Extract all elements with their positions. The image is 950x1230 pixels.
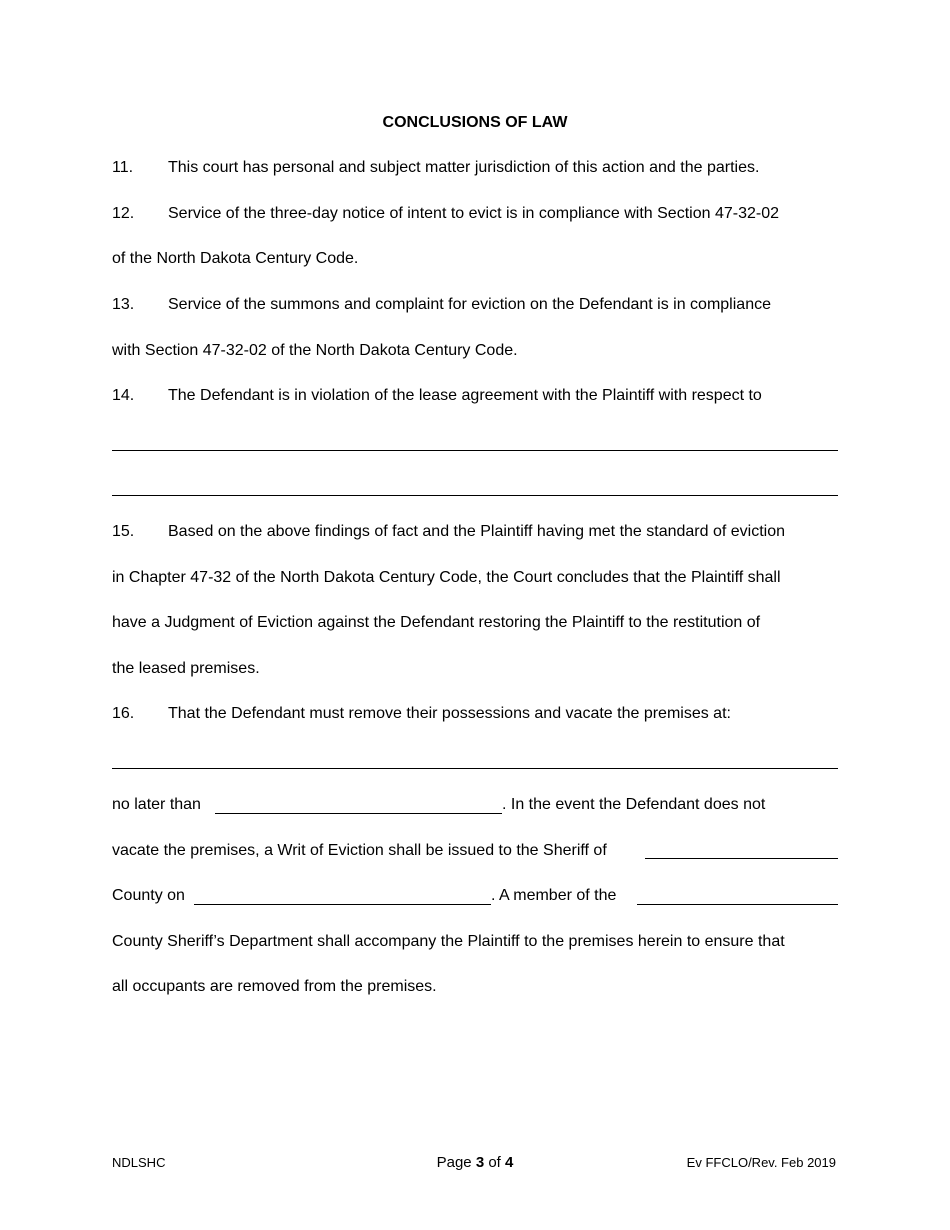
item-number: 15. (112, 523, 135, 540)
item-number: 12. (112, 205, 135, 222)
item-text: Service of the three-day notice of intent to evict is in compliance with Section 47-32-02 (168, 205, 779, 222)
blank-fill-line[interactable] (112, 450, 838, 451)
item-text: Service of the summons and complaint for eviction on the Defendant is in compliance (168, 296, 771, 313)
item-number: 16. (112, 705, 135, 722)
item-text: in Chapter 47-32 of the North Dakota Century Code, the Court concludes that the Plaintiff shall (112, 569, 781, 586)
no-later-than-label: no later than (112, 796, 201, 813)
member-county-fill-line[interactable] (637, 904, 838, 905)
item-text: with Section 47-32-02 of the North Dakota Century Code. (112, 342, 518, 359)
footer-left: NDLSHC (112, 1155, 166, 1170)
page-current: 3 (475, 1154, 485, 1171)
premises-address-line[interactable] (112, 768, 838, 769)
item-number: 14. (112, 387, 135, 404)
sheriff-dept-text: County Sheriff’s Department shall accompany the Plaintiff to the premises herein to ensure that (112, 933, 785, 950)
page-prefix: Page (436, 1154, 472, 1171)
page-total: 4 (505, 1154, 514, 1171)
item-text: Based on the above findings of fact and the Plaintiff having met the standard of eviction (168, 523, 785, 540)
occupants-text: all occupants are removed from the premises. (112, 978, 437, 995)
writ-text: vacate the premises, a Writ of Eviction shall be issued to the Sheriff of (112, 842, 607, 859)
date-fill-line[interactable] (215, 813, 502, 814)
item-text: This court has personal and subject matter jurisdiction of this action and the parties. (168, 159, 760, 176)
item-number: 13. (112, 296, 135, 313)
item-text: That the Defendant must remove their possessions and vacate the premises at: (168, 705, 731, 722)
item-text: of the North Dakota Century Code. (112, 250, 359, 267)
item-text: the leased premises. (112, 660, 260, 677)
county-on-label: County on (112, 887, 185, 904)
member-text: . A member of the (491, 887, 617, 904)
event-text: . In the event the Defendant does not (502, 796, 766, 813)
item-number: 11. (112, 159, 134, 176)
county-date-fill-line[interactable] (194, 904, 491, 905)
item-text: The Defendant is in violation of the lease agreement with the Plaintiff with respect to (168, 387, 762, 404)
sheriff-county-fill-line[interactable] (645, 858, 838, 859)
item-text: have a Judgment of Eviction against the Defendant restoring the Plaintiff to the restitution of (112, 614, 761, 631)
footer-right: Ev FFCLO/Rev. Feb 2019 (686, 1155, 836, 1170)
section-heading: CONCLUSIONS OF LAW (382, 114, 568, 131)
blank-fill-line[interactable] (112, 495, 838, 496)
page-of: of (488, 1154, 501, 1171)
